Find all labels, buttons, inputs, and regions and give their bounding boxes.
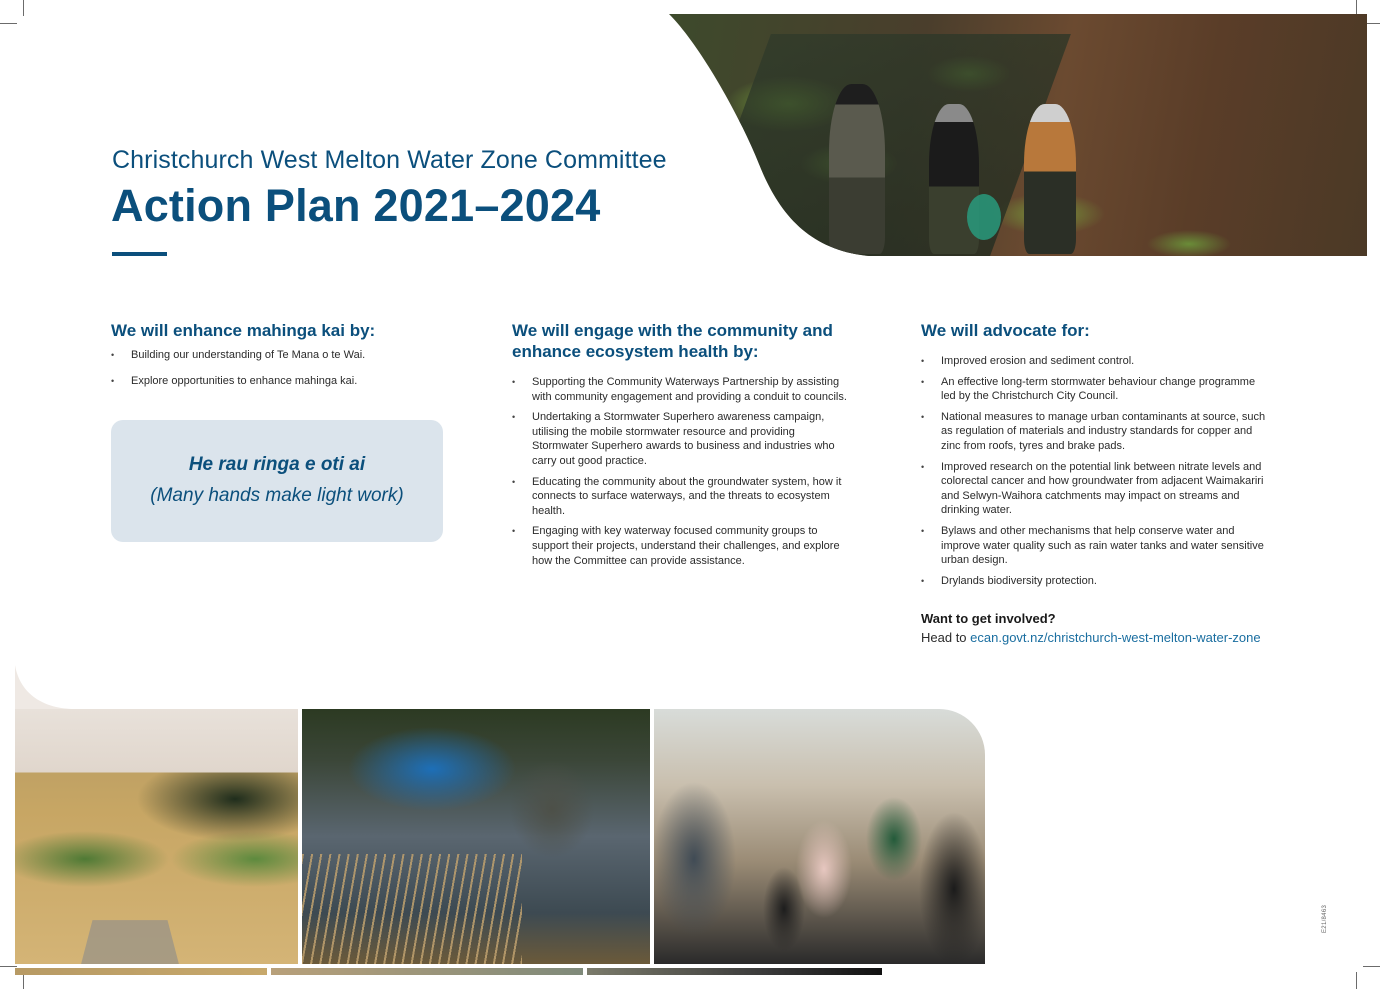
title-underline xyxy=(112,252,167,256)
proverb-english: (Many hands make light work) xyxy=(150,485,404,506)
proverb-box xyxy=(111,420,443,542)
bleed-strip xyxy=(587,968,882,975)
list-item: • Building our understanding of Te Mana o te Wai. xyxy=(111,348,471,363)
get-involved-question: Want to get involved? xyxy=(921,611,1056,626)
gravel-path xyxy=(74,920,187,964)
list-item: • National measures to manage urban contaminants at source, such as regulation of materials and industry standards for copper and zinc from roofs, tyres and brake pads. xyxy=(921,410,1266,454)
list-item: • Improved erosion and sediment control. xyxy=(921,354,1266,369)
page-title: Action Plan 2021–2024 xyxy=(111,180,601,231)
decorative-curve xyxy=(15,665,315,709)
section-heading: We will engage with the community and enhance ecosystem health by: xyxy=(512,321,833,361)
community-engagement-section xyxy=(512,320,852,574)
bleed-strip xyxy=(271,968,583,975)
get-involved-line xyxy=(921,628,1261,647)
bullet-list xyxy=(921,354,1266,588)
grass-blades xyxy=(302,854,522,964)
bleed-strip xyxy=(15,968,267,975)
crop-mark xyxy=(1363,966,1380,967)
crop-mark xyxy=(0,23,17,24)
hill-valley-path-photo xyxy=(15,709,298,964)
list-item: • Drylands biodiversity protection. xyxy=(921,574,1266,589)
fishing-net xyxy=(967,194,1001,240)
crop-mark xyxy=(23,0,24,16)
section-heading: We will advocate for: xyxy=(921,321,1090,340)
document-code: E21/8463 xyxy=(1322,904,1328,933)
community-event-stall-photo xyxy=(654,709,985,964)
committee-subtitle: Christchurch West Melton Water Zone Committee xyxy=(112,146,667,174)
crop-mark xyxy=(0,966,17,967)
list-item: • An effective long-term stormwater behaviour change programme led by the Christchurch City Council. xyxy=(921,375,1266,404)
list-item: • Engaging with key waterway focused community groups to support their projects, understand their challenges, and explore how the Committee can provide assistance. xyxy=(512,524,852,568)
list-item: • Educating the community about the groundwater system, how it connects to surface waterways, and the threats to ecosystem health. xyxy=(512,475,852,519)
mahinga-kai-section xyxy=(111,320,471,399)
list-item: • Undertaking a Stormwater Superhero awareness campaign, utilising the mobile stormwater resource and providing Stormwater Superhero awards to business and industries who carry out good practice. xyxy=(512,410,852,468)
advocacy-section xyxy=(921,320,1266,594)
person-figure xyxy=(1024,104,1076,254)
list-item: • Improved research on the potential link between nitrate levels and colorectal cancer and how groundwater from adjacent Waimakariri and Selwyn-Waihora catchments may impact on streams and drinking water. xyxy=(921,460,1266,518)
list-item: • Supporting the Community Waterways Partnership by assisting with community engagement and providing a conduit to councils. xyxy=(512,375,852,404)
bottom-photo-strip xyxy=(15,665,985,965)
person-sampling-stream-photo xyxy=(302,709,650,964)
ecan-website-link[interactable]: ecan.govt.nz/christchurch-west-melton-water-zone xyxy=(970,630,1261,645)
list-item: • Explore opportunities to enhance mahinga kai. xyxy=(111,374,471,389)
section-heading: We will enhance mahinga kai by: xyxy=(111,321,376,340)
person-figure xyxy=(829,84,885,254)
crop-mark xyxy=(1356,0,1357,16)
proverb-maori: He rau ringa e oti ai xyxy=(188,454,366,475)
head-to-label: Head to xyxy=(921,630,971,645)
get-involved-callout xyxy=(921,609,1261,647)
crop-mark xyxy=(1356,972,1357,989)
people-fishing-stream-photo xyxy=(669,14,1367,256)
bullet-list xyxy=(111,348,471,388)
list-item: • Bylaws and other mechanisms that help conserve water and improve water quality such as rain water tanks and water sensitive urban design. xyxy=(921,524,1266,568)
bullet-list xyxy=(512,375,852,568)
